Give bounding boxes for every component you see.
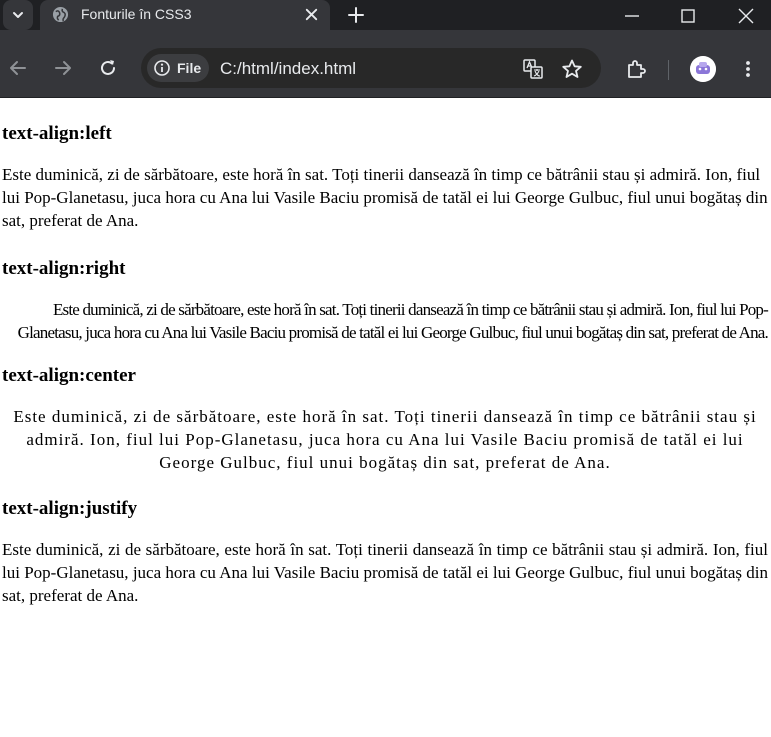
extensions-icon[interactable] [625,58,647,80]
translate-icon[interactable] [522,58,544,80]
heading-align-justify: text-align:justify [2,498,138,519]
heading-align-left: text-align:left [2,123,112,144]
plus-icon[interactable] [346,5,366,25]
profile-avatar[interactable] [690,56,716,82]
forward-icon[interactable] [52,57,74,79]
url-text[interactable]: C:/html/index.html [220,59,357,78]
heading-align-right: text-align:right [2,258,126,279]
paragraph-align-right: Este duminică, zi de sărbătoare, este horă în sat. Toți tinerii dansează în timp ce bătrânii stau și admiră. Ion, fiul lui Pop-Glanetasu, juca hora cu Ana lui Vasile Baciu promisă de tatăl ei lui George Gulbuc, fiul unui bogătaș din sat, preferat de Ana. [17,300,768,342]
maximize-icon[interactable] [678,6,698,26]
paragraph-align-left: Este duminică, zi de sărbătoare, este horă în sat. Toți tinerii dansează în timp ce bătrânii stau și admiră. Ion, fiul lui Pop-Glanetasu, juca hora cu Ana lui Vasile Baciu promisă de tatăl ei lui George Gulbuc, fiul unui bogătaș din sat, preferat de Ana. [2,165,768,230]
minimize-icon[interactable] [622,6,642,26]
avatar-image [690,56,716,82]
browser-toolbar [0,30,771,98]
globe-icon [52,6,69,23]
tab-search-icon [3,0,33,30]
active-tab[interactable] [40,0,330,30]
paragraph-align-center: Este duminică, zi de sărbătoare, este horă în sat. Toți tinerii dansează în timp ce bătrânii stau și admiră. Ion, fiul lui Pop-Glanetasu, juca hora cu Ana lui Vasile Baciu promisă de tatăl ei lui George Gulbuc, fiul unui bogătaș din sat, preferat de Ana. [13,407,757,472]
window-close-icon[interactable] [736,6,756,26]
tab-strip [0,0,771,30]
site-info-label: File [177,60,202,76]
menu-icon[interactable] [737,58,759,80]
site-info-chip[interactable] [147,54,209,82]
toolbar-divider [668,60,669,80]
reload-icon[interactable] [97,57,119,79]
tab-search-button[interactable] [0,0,36,30]
tab-title: Fonturile în CSS3 [81,6,192,22]
back-icon[interactable] [7,57,29,79]
heading-align-center: text-align:center [2,365,136,386]
info-icon [154,60,170,76]
page-content [0,98,771,737]
paragraph-align-justify: Este duminică, zi de sărbătoare, este horă în sat. Toți tinerii dansează în timp ce bătrânii stau și admiră. Ion, fiul lui Pop-Glanetasu, juca hora cu Ana lui Vasile Baciu promisă de tatăl ei lui George Gulbuc, fiul unui bogătaș din sat, preferat de Ana. [2,540,768,605]
star-icon[interactable] [561,58,583,80]
address-bar[interactable] [141,48,601,88]
toolbar-border [0,97,771,98]
close-icon[interactable] [303,6,320,23]
